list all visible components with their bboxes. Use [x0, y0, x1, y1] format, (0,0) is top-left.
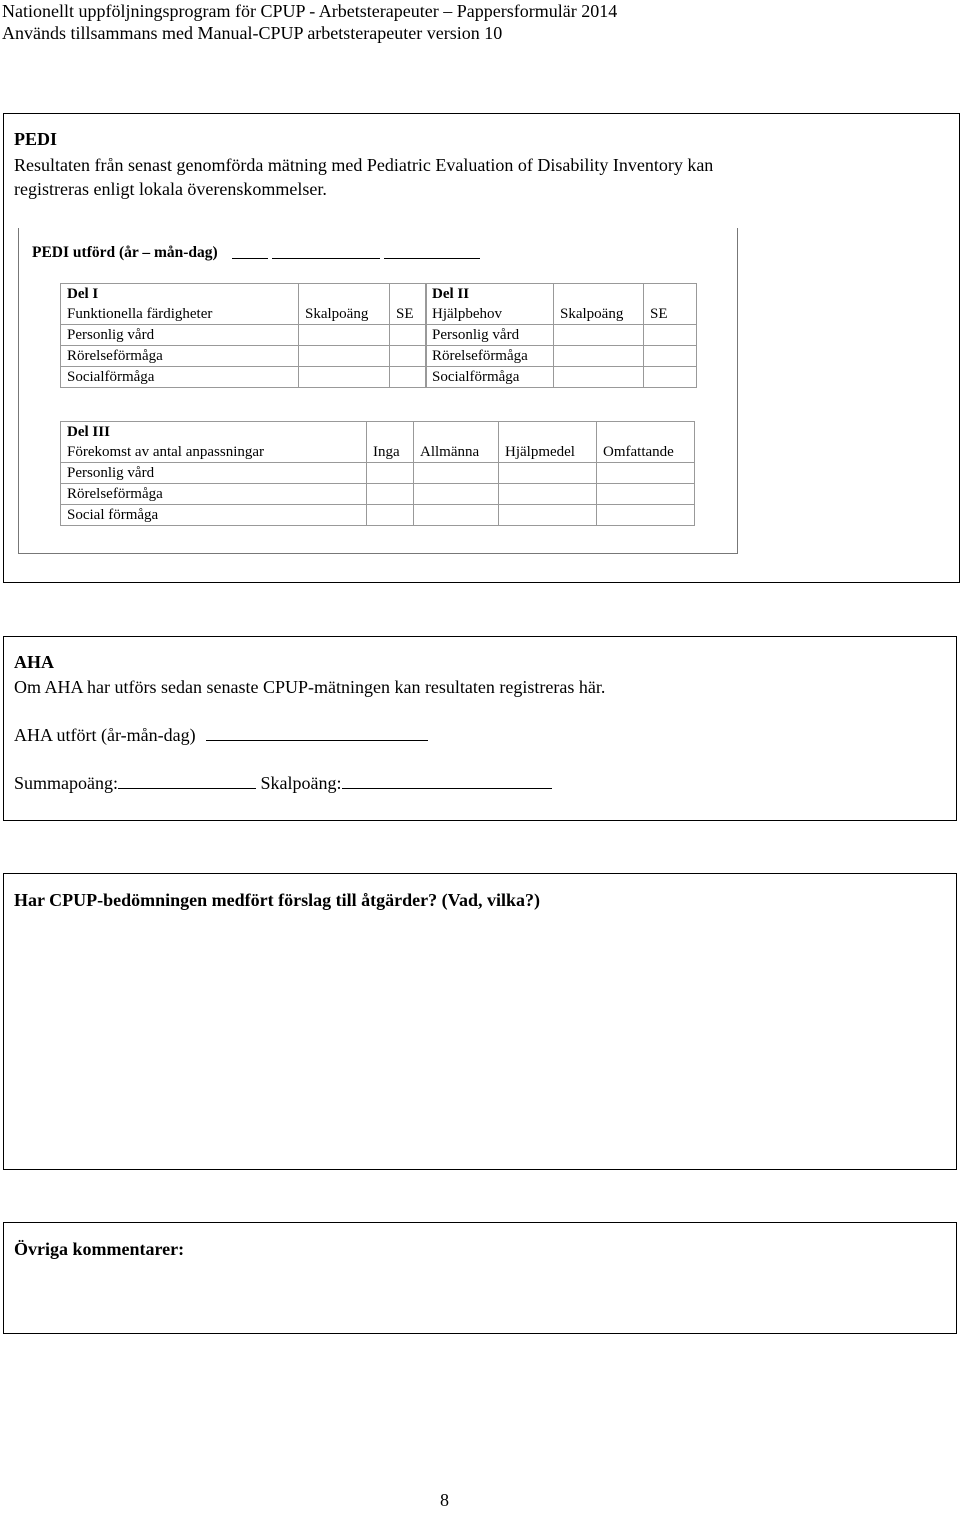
aha-score-row [14, 770, 552, 796]
pedi-part2-row-scale-field[interactable] [554, 367, 644, 388]
pedi-part3-title: Del III [67, 424, 110, 440]
document-header-line-1: Nationellt uppföljningsprogram för CPUP - Arbetsterapeuter – Pappersformulär 2014 [2, 1, 618, 21]
pedi-part1-row-se-field[interactable] [390, 346, 427, 367]
pedi-part2-subtitle: Hjälpbehov [426, 304, 554, 325]
pedi-part1-subtitle: Funktionella färdigheter [61, 304, 299, 325]
pedi-part3-row-label: Rörelseförmåga [61, 484, 367, 505]
aha-scale-label: Skalpoäng: [260, 773, 342, 793]
pedi-part1-row-scale-field[interactable] [299, 325, 390, 346]
pedi-part1-col-scale: Skalpoäng [299, 304, 390, 325]
pedi-part1-row-label: Personlig vård [61, 325, 299, 346]
measures-section[interactable] [3, 873, 957, 1170]
pedi-part1-row-se-field[interactable] [390, 367, 427, 388]
pedi-part2-col-se: SE [644, 304, 697, 325]
pedi-part1-row-label: Rörelseförmåga [61, 346, 299, 367]
pedi-part3-col-extensive: Omfattande [597, 442, 695, 463]
pedi-description-line-2: registreras enligt lokala överenskommelser. [14, 179, 327, 199]
pedi-part2-row-se-field[interactable] [644, 367, 697, 388]
pedi-part2-title: Del II [432, 286, 470, 302]
pedi-description-line-1: Resultaten från senast genomförda mätning med Pediatric Evaluation of Disability Inventory kan [14, 155, 714, 175]
pedi-date-month-field[interactable] [272, 258, 380, 259]
aha-title: AHA [14, 652, 54, 672]
pedi-part3-cell[interactable] [367, 505, 414, 526]
pedi-part2-row-label: Rörelseförmåga [426, 346, 554, 367]
pedi-part3-cell[interactable] [414, 484, 499, 505]
pedi-part2-row-scale-field[interactable] [554, 325, 644, 346]
pedi-part1-title: Del I [67, 286, 99, 302]
pedi-part2-row-se-field[interactable] [644, 346, 697, 367]
aha-sum-field[interactable] [118, 770, 256, 789]
aha-description: Om AHA har utförs sedan senaste CPUP-mätningen kan resultaten registreras här. [14, 677, 606, 697]
aha-date-label: AHA utfört (år-mån-dag) [14, 725, 196, 745]
pedi-part2-row-scale-field[interactable] [554, 346, 644, 367]
pedi-part1-row-label: Socialförmåga [61, 367, 299, 388]
pedi-part1-row-scale-field[interactable] [299, 367, 390, 388]
pedi-part3-cell[interactable] [597, 463, 695, 484]
pedi-part3-cell[interactable] [499, 505, 597, 526]
comments-section[interactable] [3, 1222, 957, 1334]
pedi-part3-col-general: Allmänna [414, 442, 499, 463]
pedi-part2-table [425, 283, 697, 388]
pedi-part3-cell[interactable] [597, 484, 695, 505]
pedi-part3-cell[interactable] [414, 505, 499, 526]
pedi-part1-table [60, 283, 427, 388]
pedi-part2-col-scale: Skalpoäng [554, 304, 644, 325]
pedi-part3-subtitle: Förekomst av antal anpassningar [61, 442, 367, 463]
pedi-part1-row-se-field[interactable] [390, 325, 427, 346]
pedi-date-year-field[interactable] [232, 258, 268, 259]
aha-section [3, 636, 957, 821]
aha-date-field[interactable] [206, 722, 428, 741]
measures-question: Har CPUP-bedömningen medfört förslag till åtgärder? (Vad, vilka?) [14, 890, 540, 910]
pedi-part3-cell[interactable] [499, 463, 597, 484]
comments-label: Övriga kommentarer: [14, 1239, 185, 1259]
pedi-date-label [32, 244, 218, 262]
pedi-part3-cell[interactable] [597, 505, 695, 526]
pedi-date-day-field[interactable] [384, 258, 480, 259]
pedi-part3-table [60, 421, 695, 526]
pedi-part1-col-se: SE [390, 304, 427, 325]
aha-sum-label: Summapoäng: [14, 773, 118, 793]
pedi-part3-col-none: Inga [367, 442, 414, 463]
pedi-part3-col-aids: Hjälpmedel [499, 442, 597, 463]
page-number: 8 [440, 1490, 449, 1510]
pedi-date-label-text: PEDI utförd (år – mån-dag) [32, 244, 218, 261]
document-header-line-2: Används tillsammans med Manual-CPUP arbetsterapeuter version 10 [2, 23, 503, 43]
pedi-part3-cell[interactable] [367, 463, 414, 484]
aha-scale-field[interactable] [342, 770, 552, 789]
pedi-part1-row-scale-field[interactable] [299, 346, 390, 367]
pedi-part2-row-label: Personlig vård [426, 325, 554, 346]
pedi-part3-cell[interactable] [499, 484, 597, 505]
aha-date-row [14, 722, 428, 748]
pedi-part2-row-label: Socialförmåga [426, 367, 554, 388]
pedi-title: PEDI [14, 129, 58, 149]
pedi-part3-cell[interactable] [414, 463, 499, 484]
pedi-part2-row-se-field[interactable] [644, 325, 697, 346]
pedi-part3-cell[interactable] [367, 484, 414, 505]
pedi-part3-row-label: Social förmåga [61, 505, 367, 526]
pedi-part3-row-label: Personlig vård [61, 463, 367, 484]
